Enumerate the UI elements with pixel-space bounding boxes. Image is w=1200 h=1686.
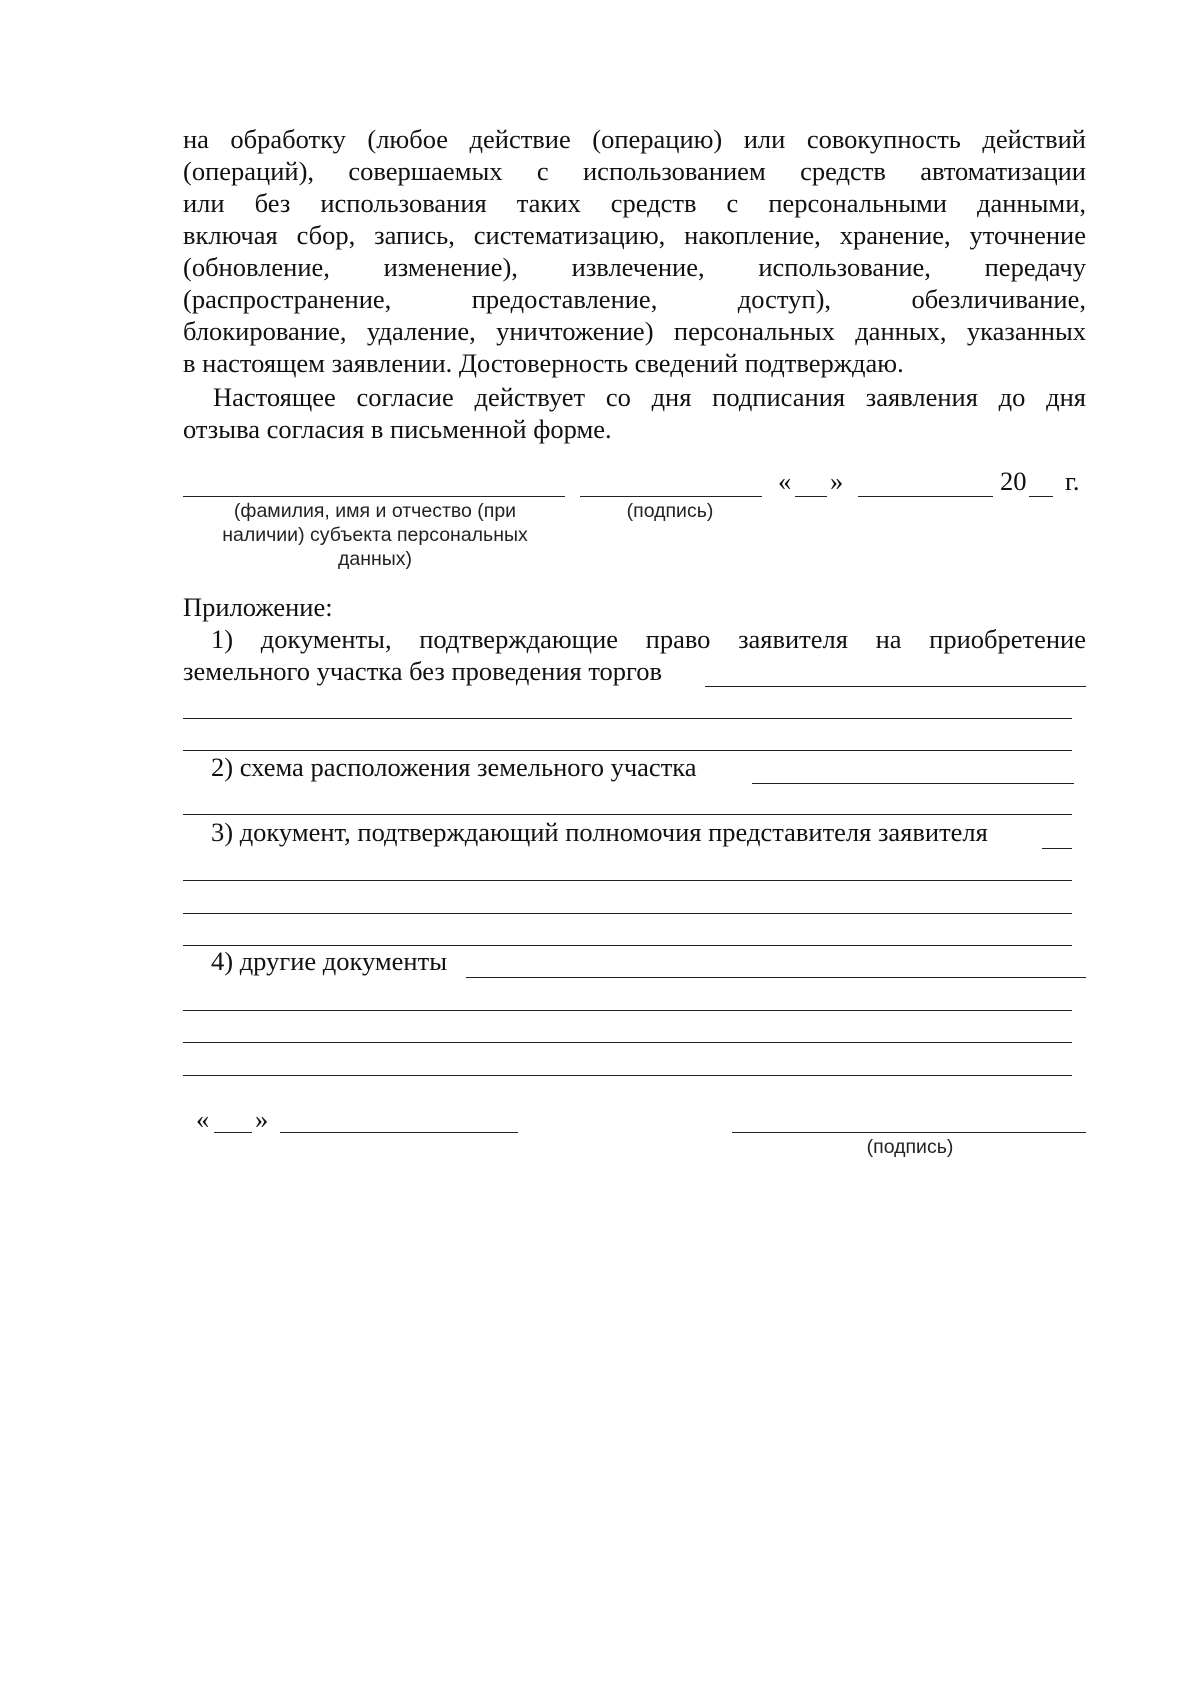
date-year-suffix: г. <box>1065 466 1080 496</box>
appendix-item-3-field[interactable] <box>1042 848 1072 849</box>
validity-line: Настоящее согласие действует со дня подписания заявления до дня <box>213 382 1086 412</box>
appendix-item-1-field[interactable] <box>705 686 1086 687</box>
date-year-field[interactable] <box>1029 496 1053 497</box>
appendix-item-4-field[interactable] <box>466 977 1086 978</box>
date-quote-open: « <box>778 466 792 496</box>
signature-caption: (подпись) <box>626 500 714 522</box>
appendix-item-2: 2) схема расположения земельного участка <box>211 752 697 782</box>
validity-line: отзыва согласия в письменной форме. <box>183 414 612 444</box>
appendix-item-3: 3) документ, подтверждающий полномочия представителя заявителя <box>211 817 988 847</box>
appendix-item-2-field[interactable] <box>752 783 1074 784</box>
consent-last-line: в настоящем заявлении. Достоверность сведений подтверждаю. <box>183 348 904 378</box>
consent-line: включая сбор, запись, систематизацию, накопление, хранение, уточнение <box>183 220 1086 250</box>
footer-signature-caption: (подпись) <box>866 1136 954 1158</box>
consent-line: блокирование, удаление, уничтожение) персональных данных, указанных <box>183 316 1086 346</box>
footer-month-field[interactable] <box>280 1132 518 1133</box>
appendix-item-1-continued: земельного участка без проведения торгов <box>183 656 663 686</box>
footer-signature-field[interactable] <box>732 1132 1086 1133</box>
date-quote-close: » <box>830 466 844 496</box>
consent-line: на обработку (любое действие (операцию) или совокупность действий <box>183 124 1086 154</box>
appendix-item-4-field[interactable] <box>183 1010 1072 1011</box>
appendix-item-1: 1) документы, подтверждающие право заявителя на приобретение <box>211 624 1086 654</box>
consent-line: (распространение, предоставление, доступ), обезличивание, <box>183 284 1086 314</box>
appendix-heading: Приложение: <box>183 592 333 622</box>
signature-field[interactable] <box>580 496 762 497</box>
appendix-item-1-field[interactable] <box>183 718 1072 719</box>
full-name-caption: (фамилия, имя и отчество (при наличии) субъекта персональных данных) <box>222 500 528 570</box>
appendix-item-1-field[interactable] <box>183 750 1072 751</box>
footer-day-field[interactable] <box>214 1132 252 1133</box>
appendix-item-3-field[interactable] <box>183 913 1072 914</box>
consent-line: или без использования таких средств с персональными данными, <box>183 188 1086 218</box>
footer-quote-close: » <box>255 1104 269 1134</box>
date-year-prefix: 20 <box>1000 466 1027 496</box>
date-day-field[interactable] <box>795 496 827 497</box>
date-month-field[interactable] <box>858 496 993 497</box>
consent-line: (операций), совершаемых с использованием средств автоматизации <box>183 156 1086 186</box>
appendix-item-3-field[interactable] <box>183 880 1072 881</box>
consent-line: (обновление, изменение), извлечение, использование, передачу <box>183 252 1086 282</box>
footer-quote-open: « <box>196 1104 210 1134</box>
full-name-field[interactable] <box>183 496 565 497</box>
appendix-item-4-field[interactable] <box>183 1075 1072 1076</box>
appendix-item-4-field[interactable] <box>183 1042 1072 1043</box>
appendix-item-4: 4) другие документы <box>211 946 448 976</box>
appendix-item-2-field[interactable] <box>183 814 1072 815</box>
